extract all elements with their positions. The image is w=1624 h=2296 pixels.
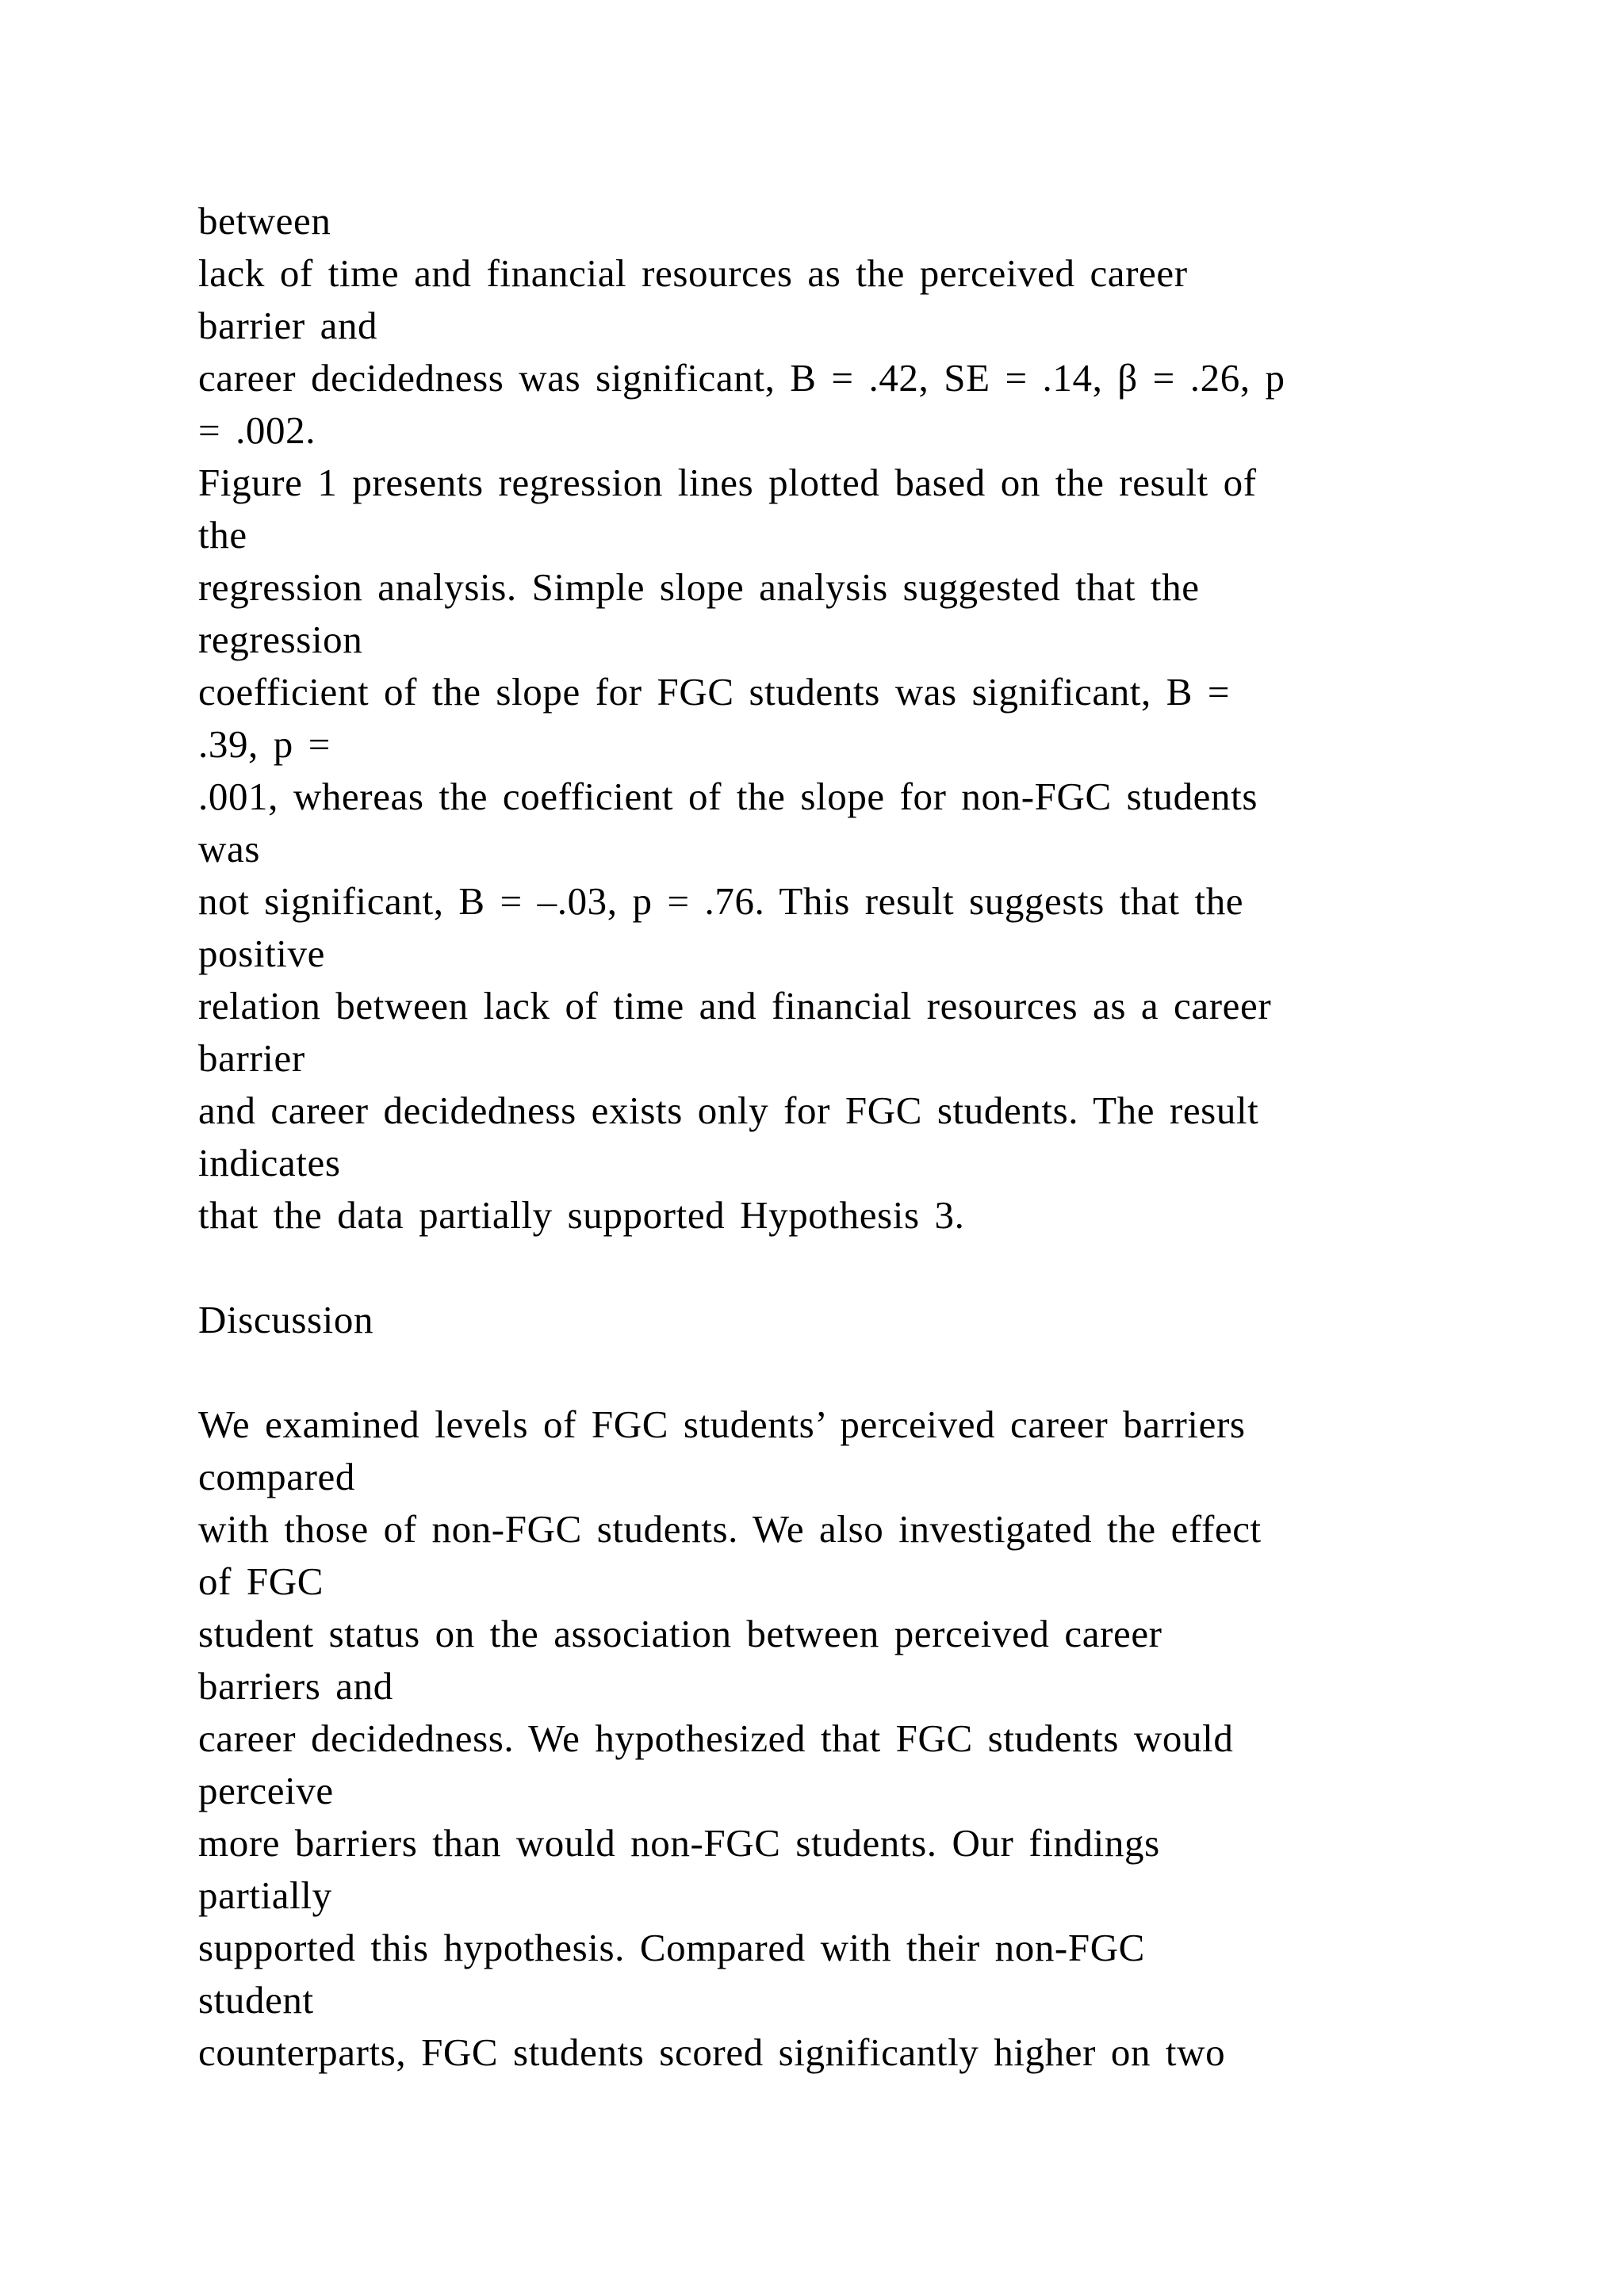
text-line: with those of non-FGC students. We also investigated the effect (198, 1507, 1262, 1551)
text-line: barrier and (198, 304, 378, 347)
text-line: more barriers than would non-FGC students. Our findings (198, 1821, 1160, 1865)
blank-line (198, 1242, 1435, 1294)
text-line: indicates (198, 1141, 341, 1184)
text-line: was (198, 827, 261, 871)
text-line: regression (198, 618, 363, 661)
blank-line (198, 1346, 1435, 1399)
text-line: compared (198, 1455, 355, 1498)
results-paragraph (198, 195, 1435, 1242)
text-line: the (198, 513, 247, 557)
text-line: student (198, 1978, 314, 2022)
section-heading: Discussion (198, 1298, 374, 1341)
text-line: counterparts, FGC students scored significantly higher on two (198, 2030, 1226, 2074)
text-line: career decidedness. We hypothesized that FGC students would (198, 1716, 1234, 1760)
text-line: We examined levels of FGC students’ perceived career barriers (198, 1402, 1246, 1446)
discussion-paragraph (198, 1399, 1435, 2079)
document-body (198, 195, 1435, 2079)
text-line: coefficient of the slope for FGC students was significant, B = (198, 670, 1231, 714)
text-line: Figure 1 presents regression lines plotted based on the result of (198, 461, 1257, 504)
text-line: not significant, B = –.03, p = .76. This result suggests that the (198, 879, 1244, 923)
text-line: student status on the association between perceived career (198, 1612, 1162, 1655)
text-line: = .002. (198, 408, 316, 452)
text-line: and career decidedness exists only for FGC students. The result (198, 1089, 1259, 1132)
text-line: career decidedness was significant, B = .42, SE = .14, β = .26, p (198, 356, 1285, 400)
text-line: .001, whereas the coefficient of the slope for non-FGC students (198, 775, 1258, 818)
text-line: barrier (198, 1036, 305, 1080)
text-line: positive (198, 932, 325, 975)
text-line: barriers and (198, 1664, 393, 1708)
text-line: perceive (198, 1769, 334, 1812)
text-line: that the data partially supported Hypothesis 3. (198, 1193, 965, 1237)
text-line: regression analysis. Simple slope analysis suggested that the (198, 565, 1200, 609)
text-line: partially (198, 1873, 332, 1917)
text-line: relation between lack of time and financial resources as a career (198, 984, 1272, 1027)
text-line: of FGC (198, 1559, 324, 1603)
text-line: between (198, 199, 331, 243)
text-line: lack of time and financial resources as the perceived career (198, 251, 1188, 295)
text-line: .39, p = (198, 722, 331, 766)
text-line: supported this hypothesis. Compared with their non-FGC (198, 1926, 1145, 1969)
